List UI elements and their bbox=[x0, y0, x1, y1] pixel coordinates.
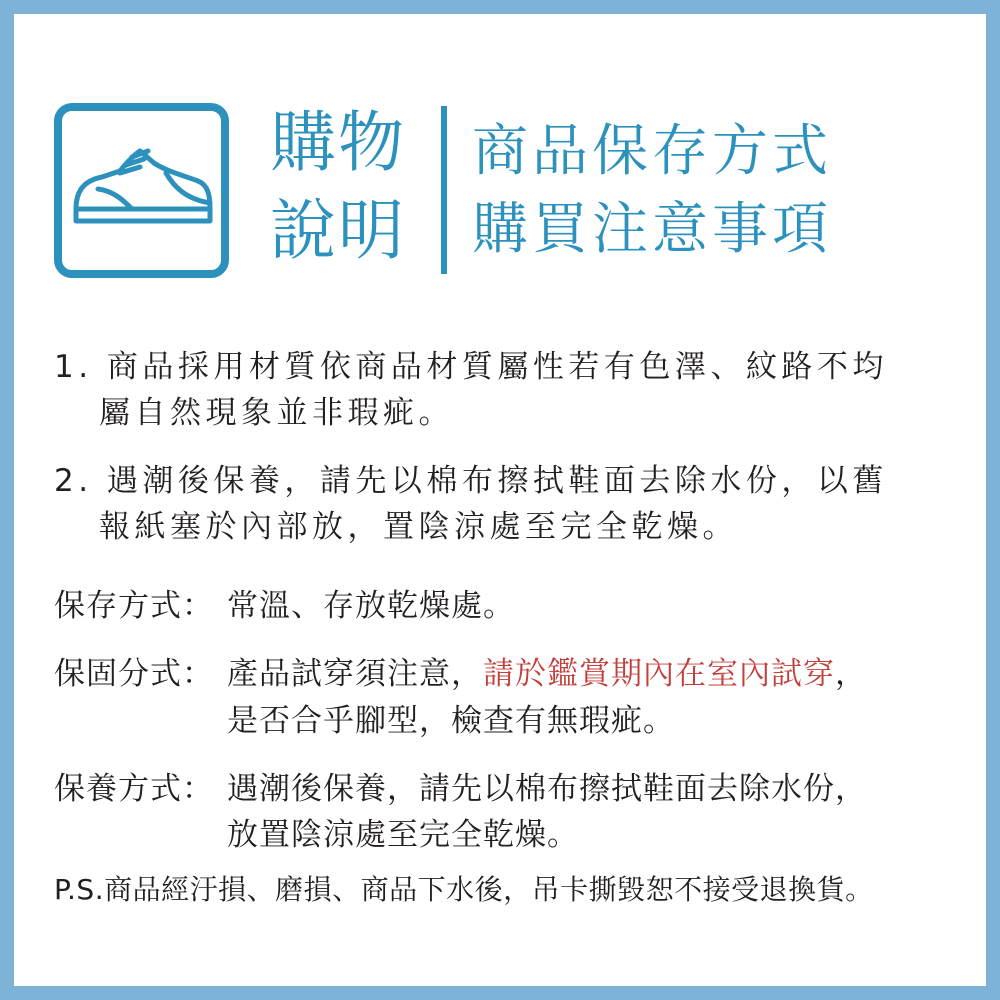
note-1-line-1: 1. 商品採用材質依商品材質屬性若有色澤、紋路不均 bbox=[54, 349, 888, 385]
warranty-text: 產品試穿須注意， bbox=[227, 656, 483, 692]
care-value-line-2: 放置陰涼處至完全乾燥。 bbox=[227, 817, 579, 853]
note-2-line-1: 2. 遇潮後保養，請先以棉布擦拭鞋面去除水份，以舊 bbox=[54, 463, 888, 499]
heading-divider bbox=[441, 106, 447, 274]
warranty-comma: ， bbox=[835, 656, 867, 692]
storage-label: 保存方式： bbox=[54, 588, 214, 624]
warranty-label: 保固分式： bbox=[54, 656, 214, 692]
ps-note: P.S.商品經汙損、磨損、商品下水後，吊卡撕毀恕不接受退換貨。 bbox=[54, 873, 874, 906]
warranty-value-line-1 bbox=[227, 656, 867, 692]
care-label: 保養方式： bbox=[54, 771, 214, 807]
logo-box bbox=[54, 103, 229, 278]
subtitle-line-2: 購買注意事項 bbox=[472, 197, 832, 262]
storage-value: 常溫、存放乾燥處。 bbox=[227, 588, 515, 624]
subtitle-line-1: 商品保存方式 bbox=[472, 119, 832, 184]
note-2-line-2: 報紙塞於內部放，置陰涼處至完全乾燥。 bbox=[99, 509, 738, 545]
warranty-highlight: 請於鑑賞期內在室內試穿 bbox=[483, 656, 835, 692]
care-value-line-1: 遇潮後保養，請先以棉布擦拭鞋面去除水份， bbox=[227, 771, 867, 807]
title-line-2: 說明 bbox=[270, 192, 406, 269]
warranty-value-line-2: 是否合乎腳型，檢查有無瑕疵。 bbox=[227, 703, 675, 739]
sneaker-icon bbox=[62, 111, 221, 270]
title-line-1: 購物 bbox=[270, 104, 406, 181]
note-1-line-2: 屬自然現象並非瑕疵。 bbox=[99, 395, 454, 431]
